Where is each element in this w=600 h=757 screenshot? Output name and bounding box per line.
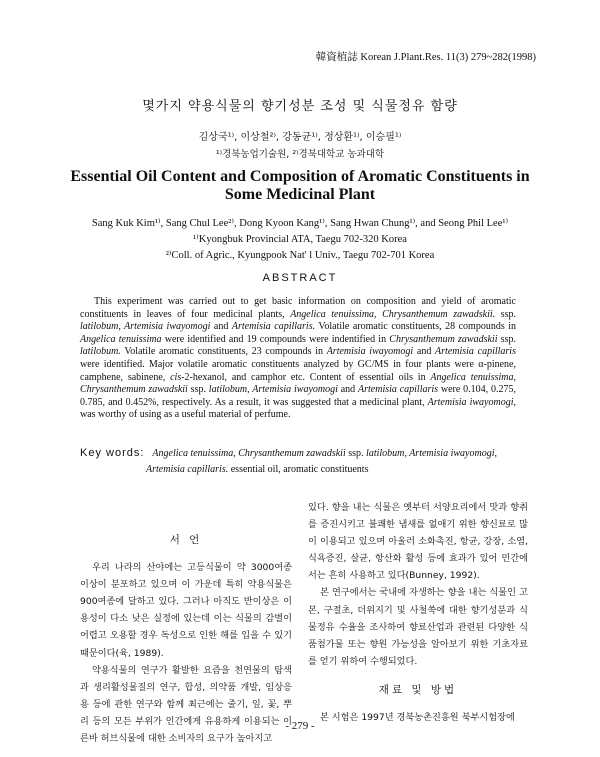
abstract-species: Chrysanthemum zawadskii — [389, 333, 498, 345]
keyword-species: latilobum, Artemisia iwayomogi, — [366, 448, 497, 459]
english-affiliation-1: ¹⁾Kyongbuk Provincial ATA, Taegu 702-320 Korea — [193, 234, 407, 245]
keywords-line-2 — [80, 462, 520, 478]
abstract-species: Artemisia capillaris — [435, 346, 516, 358]
keyword-species: Angelica tenuissima, Chrysanthemum zawadskii — [152, 448, 346, 459]
abstract-species: Angelica tenuissima — [80, 333, 162, 345]
section-heading-introduction: 서 언 — [169, 534, 203, 546]
korean-title: 몇가지 약용식물의 향기성분 조성 및 식물정유 함량 — [142, 99, 458, 114]
paragraph: 있다. 향을 내는 식물은 옛부터 서양요리에서 맛과 향취를 증진시키고 불쾌한 냄새를 없애기 위한 향신료로 많이 이용되고 있으며 아울러 소화촉진, 항균, 강장, 소염, 식욕증진, 살균, 항산화 활성 등에 효과가 있어 민간에서는 흔히 사용하고 있다(Bunney, 1992). — [308, 502, 528, 582]
korean-affiliations: ¹⁾경북농업기술원, ²⁾경북대학교 농과대학 — [215, 149, 385, 160]
abstract-species: latilobum, Artemisia iwayomogi — [208, 384, 338, 396]
abstract-text: ssp. — [497, 333, 516, 345]
english-title-line2: Some Medicinal Plant — [224, 186, 376, 203]
abstract-text: -2-hexanol, and camphor etc. Content of essential oils in — [181, 371, 431, 383]
english-title-line1: Essential Oil Content and Composition of Aromatic Constituents in — [70, 168, 530, 185]
abstract-text: ssp. — [495, 308, 516, 320]
abstract-species: latilobum. — [80, 346, 121, 358]
abstract-species: Artemisia capillaris — [358, 384, 439, 396]
abstract-text: and — [413, 346, 436, 358]
left-column — [80, 532, 292, 747]
keyword-species: Artemisia capillaris. — [146, 464, 229, 475]
abstract-text: were identified. Major volatile aromatic constituents analyzed by GC/MS in four plants were α-pinene, camphene, sabinene, — [80, 358, 516, 383]
abstract-body — [80, 296, 516, 422]
abstract-text: were 0.104, 0.275, 0.785, and 0.452%, respectively. As a result, it was suggested that a medicinal plant, — [80, 384, 516, 408]
section-heading-methods: 재료 및 방법 — [378, 683, 458, 696]
korean-authors: 김상국¹⁾, 이상철²⁾, 강동균¹⁾, 정상환¹⁾, 이승필¹⁾ — [198, 132, 402, 143]
right-column — [308, 499, 528, 726]
abstract-species: cis — [170, 371, 182, 383]
paragraph: 본 연구에서는 국내에 자생하는 향을 내는 식물인 고본, 구절초, 더위지기 및 사철쑥에 대한 향기성분과 식물정유 수율을 조사하여 향료산업과 관련된 다양한 식품첨가물 또는 향원 가능성을 알아보기 위한 기초자료를 얻기 위하여 수행되었다. — [308, 587, 528, 667]
keyword-text: ssp. — [345, 448, 367, 459]
paragraph: 약용식물의 연구가 활발한 요즘을 천연물의 탐색과 생리활성물질의 연구, 합성, 의약품 개발, 임상응용 등에 관한 연구와 함께 최근에는 줄기, 잎, 꽃, 뿌리 등의 모든 부위가 인간에게 유용하게 이용되는 이른바 허브식물에 대한 소비자의 요구가 높아지고 — [80, 664, 292, 745]
english-authors-block — [0, 216, 600, 264]
keywords-label: Key words: — [80, 447, 145, 459]
paragraph: 우리 나라의 산야에는 고등식물이 약 3000여종 이상이 분포하고 있으며 이 가운데 특히 약용식물은 900여종에 달하고 있다. 그러나 아직도 반이상은 이용성이 다소 낮은 실정에 있는데 이는 식물의 감별이 어렵고 오용할 경우 독성으로 인한 해를 입을 수 있기 때문이다(육, 1989). — [80, 562, 292, 659]
abstract-species: Artemisia capillaris. — [231, 321, 316, 333]
english-title — [0, 168, 600, 204]
abstract-text: Volatile aromatic constituents, 23 compounds in — [120, 346, 327, 358]
abstract-species: Artemisia iwayomogi — [326, 346, 414, 358]
abstract-text: , was worthy of using as a useful material of perfume. — [80, 396, 516, 421]
abstract-species: latilobum, Artemisia iwayomogi — [80, 321, 211, 333]
english-affiliation-2: ²⁾Coll. of Agric., Kyungpook Nat' l Univ., Taegu 702-701 Korea — [165, 250, 435, 261]
abstract-text: and — [210, 321, 232, 333]
keywords — [80, 445, 520, 478]
abstract-species: Angelica tenuissima, Chrysanthemum zawadskii — [80, 371, 516, 396]
paragraph: 본 시험은 1997년 경북농촌진흥원 북부시험장에 — [320, 712, 515, 724]
page-number: - 279 - — [285, 720, 315, 732]
abstract-text: This experiment was carried out to get basic information on composition and yield of aromatic constituents in leaves of four medicinal plants, — [80, 296, 516, 320]
english-authors: Sang Kuk Kim¹⁾, Sang Chul Lee²⁾, Dong Kyoon Kang¹⁾, Sang Hwan Chung¹⁾, and Seong Phil Lee¹⁾ — [91, 218, 509, 229]
abstract-text: ssp. — [187, 384, 209, 396]
keywords-line-1 — [80, 445, 520, 462]
abstract-species: Artemisia iwayomogi — [427, 396, 514, 408]
abstract-text: were identified and 19 compounds were indentified in — [161, 333, 390, 345]
journal-citation: 韓資植誌 Korean J.Plant.Res. 11(3) 279~282(1998) — [315, 52, 536, 63]
keyword-text: essential oil, aromatic constituents — [228, 464, 369, 475]
abstract-heading: ABSTRACT — [262, 272, 338, 284]
abstract-text: and — [337, 384, 358, 396]
abstract-text: Volatile aromatic constituents, 28 compounds in — [315, 321, 516, 333]
abstract-species: Angelica tenuissima, Chrysanthemum zawadskii. — [290, 308, 496, 320]
